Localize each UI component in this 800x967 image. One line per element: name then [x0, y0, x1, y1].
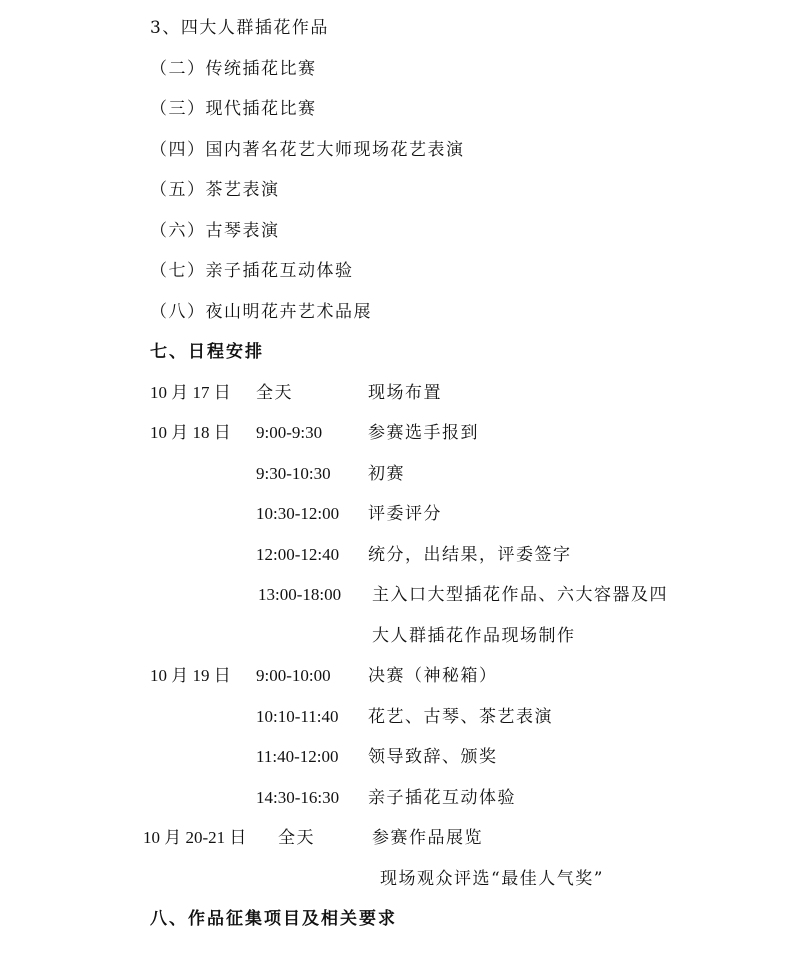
- schedule-activity: 决赛（神秘箱）: [368, 666, 498, 686]
- schedule-time: 9:00-9:30: [256, 423, 323, 442]
- schedule-date: 10 月 20-21 日: [143, 828, 247, 847]
- schedule-activity: 统分，出结果，评委签字: [368, 545, 572, 565]
- schedule-activity-continued: 大人群插花作品现场制作: [372, 626, 576, 646]
- schedule-time: 13:00-18:00: [258, 585, 342, 604]
- schedule-time: 10:30-12:00: [256, 504, 340, 523]
- schedule-time: 12:00-12:40: [256, 545, 340, 564]
- schedule-time: 全天: [278, 828, 315, 848]
- schedule-time: 9:00-10:00: [256, 666, 331, 685]
- schedule-activity: 参赛作品展览: [372, 828, 483, 848]
- list-item: （八）夜山明花卉艺术品展: [150, 302, 372, 322]
- schedule-time: 10:10-11:40: [256, 707, 339, 726]
- schedule-activity: 评委评分: [368, 504, 442, 524]
- section-heading: 八、作品征集项目及相关要求: [150, 909, 397, 929]
- list-item: （三）现代插花比赛: [150, 99, 317, 119]
- list-item: （四）国内著名花艺大师现场花艺表演: [150, 140, 465, 160]
- list-item: 3、四大人群插花作品: [150, 18, 329, 38]
- list-item: （七）亲子插花互动体验: [150, 261, 354, 281]
- list-item: （五）茶艺表演: [150, 180, 280, 200]
- list-item: （二）传统插花比赛: [150, 59, 317, 79]
- schedule-activity: 现场布置: [368, 383, 442, 403]
- schedule-date: 10 月 17 日: [150, 383, 231, 402]
- schedule-time: 全天: [256, 383, 293, 403]
- schedule-activity: 参赛选手报到: [368, 423, 479, 443]
- schedule-activity: 初赛: [368, 464, 405, 484]
- schedule-activity: 主入口大型插花作品、六大容器及四: [372, 585, 668, 605]
- schedule-date: 10 月 19 日: [150, 666, 231, 685]
- schedule-activity: 花艺、古琴、茶艺表演: [368, 707, 553, 727]
- schedule-activity: 领导致辞、颁奖: [368, 747, 498, 767]
- schedule-activity-continued: 现场观众评选“最佳人气奖”: [380, 869, 604, 889]
- list-item: （六）古琴表演: [150, 221, 280, 241]
- schedule-activity: 亲子插花互动体验: [368, 788, 516, 808]
- schedule-date: 10 月 18 日: [150, 423, 231, 442]
- schedule-time: 9:30-10:30: [256, 464, 331, 483]
- schedule-time: 11:40-12:00: [256, 747, 339, 766]
- section-heading: 七、日程安排: [150, 342, 264, 362]
- schedule-time: 14:30-16:30: [256, 788, 340, 807]
